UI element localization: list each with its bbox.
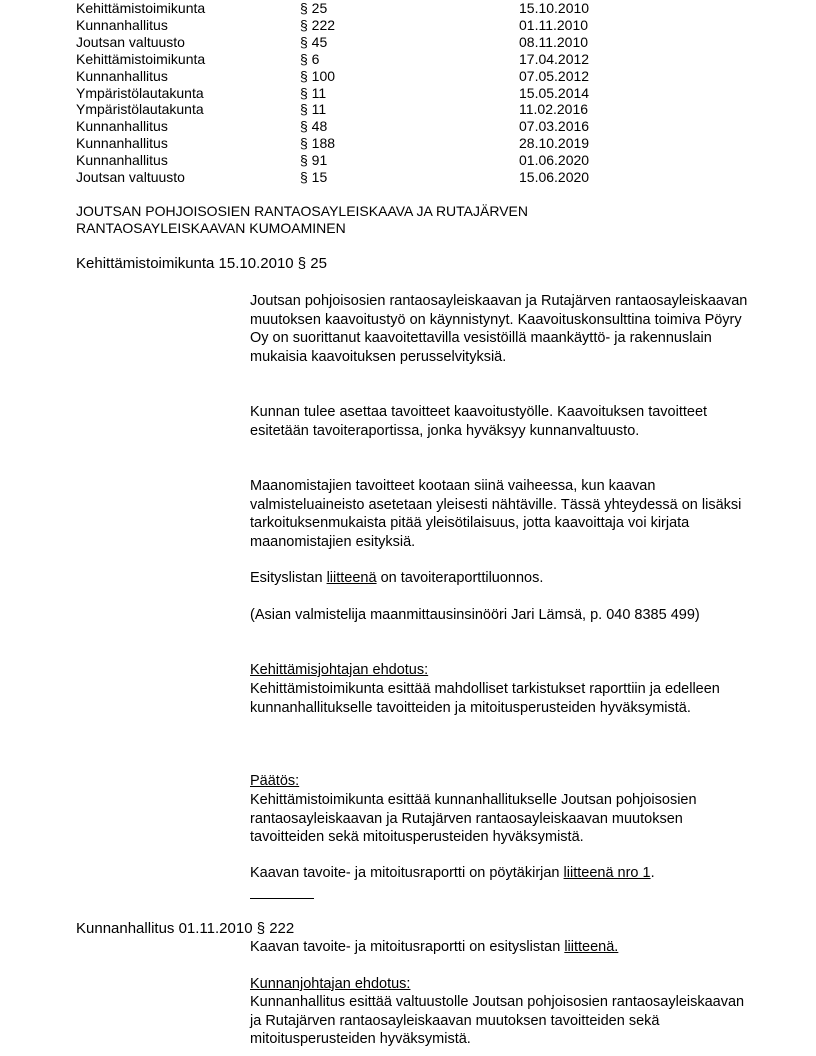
paragraph-attachment [250,569,750,588]
paragraph-landowners: Maanomistajien tavoitteet kootaan siinä vaiheessa, kun kaavan valmisteluaineisto asetetaan yleisesti nähtäville. Tässä yhteydessä on lisäksi tarkoituksenmukaista pitää yleisötilaisuus, jotta kaavoittaja voi kirjata maanomistajien esityksiä. [250,478,742,550]
paragraph-preparer: (Asian valmistelija maanmittausinsinööri Jari Lämsä, p. 040 8385 499) [250,607,700,623]
section-divider [250,898,314,899]
history-body: Kunnanhallitus [76,68,168,84]
proposal-text: Kehittämistoimikunta esittää mahdolliset tarkistukset raporttiin ja edelleen kunnanhallitukselle tavoitteiden ja mitoitusperusteiden hyväksymistä. [250,681,720,716]
history-paragraph: § 48 [300,118,328,134]
report-text-before: Kaavan tavoite- ja mitoitusraportti on pöytäkirjan [250,865,564,881]
history-date: 15.06.2020 [519,169,590,185]
history-date: 01.11.2010 [519,17,589,33]
paragraph-intro: Joutsan pohjoisosien rantaosayleiskaavan ja Rutajärven rantaosayleiskaavan muutoksen kaavoitustyö on käynnistynyt. Kaavoituskonsulttina toimiva Pöyry Oy on suorittanut kaavoitettavilla vesistöillä maankäyttö- ja rakennuslain mukaisia kaavoituksen perusselvityksiä. [250,293,748,365]
decision-text: Kehittämistoimikunta esittää kunnanhallitukselle Joutsan pohjoisosien rantaosayleiskaavan ja Rutajärven rantaosayleiskaavan muutoksen tavoitteiden sekä mitoitusperusteiden hyväksymistä. [250,792,697,845]
history-paragraph: § 6 [300,51,320,67]
history-paragraph: § 25 [300,0,328,16]
history-row [76,101,616,118]
history-paragraph: § 91 [300,152,328,168]
section-heading-kehittamistoimikunta: Kehittämistoimikunta 15.10.2010 § 25 [76,255,327,272]
history-body: Kunnanhallitus [76,135,168,151]
history-paragraph: § 188 [300,135,336,151]
agenda-attachment-link[interactable]: liitteenä. [564,939,619,955]
history-date: 11.02.2016 [519,101,589,117]
history-body: Joutsan valtuusto [76,34,185,50]
history-row [76,135,616,152]
history-row [76,85,616,102]
document-title-line1: JOUTSAN POHJOISOSIEN RANTAOSAYLEISKAAVA JA RUTAJÄRVEN [76,203,528,219]
history-row [76,152,616,169]
report-agenda-text: Kaavan tavoite- ja mitoitusraportti on esityslistan [250,939,565,955]
history-paragraph: § 45 [300,34,328,50]
proposal-label: Kehittämisjohtajan ehdotus: [250,662,429,678]
paragraph-report-attachment [250,864,750,883]
history-date: 01.06.2020 [519,152,590,168]
mayor-proposal-text: Kunnanhallitus esittää valtuustolle Joutsan pohjoisosien rantaosayleiskaavan ja Rutajärven rantaosayleiskaavan muutoksen tavoitteiden sekä mitoitusperusteiden hyväksymistä. [250,994,745,1047]
history-row [76,0,616,17]
history-paragraph: § 222 [300,17,336,33]
history-body: Ympäristölautakunta [76,101,204,117]
paragraph-goals: Kunnan tulee asettaa tavoitteet kaavoitustyölle. Kaavoituksen tavoitteet esitetään tavoiteraportissa, jonka hyväksyy kunnanvaltuusto. [250,404,708,439]
history-date: 17.04.2012 [519,51,590,67]
history-body: Kunnanhallitus [76,17,168,33]
history-body: Kehittämistoimikunta [76,51,206,67]
report-attachment-link[interactable]: liitteenä nro 1 [563,865,651,881]
attachment-text-before: Esityslistan [250,570,327,586]
paragraph-report-on-agenda [250,938,750,957]
history-date: 15.05.2014 [519,85,590,101]
history-row [76,118,616,135]
section-heading-kunnanhallitus: Kunnanhallitus 01.11.2010 § 222 [76,920,295,937]
history-row [76,68,616,85]
history-body: Kunnanhallitus [76,118,168,134]
history-paragraph: § 15 [300,169,328,185]
report-text-after: . [650,865,655,881]
history-date: 08.11.2010 [519,34,589,50]
history-row [76,17,616,34]
history-row [76,34,616,51]
history-paragraph: § 11 [300,85,327,101]
history-body: Ympäristölautakunta [76,85,204,101]
history-date: 07.03.2016 [519,118,590,134]
history-paragraph: § 100 [300,68,336,84]
document-title-line2: RANTAOSAYLEISKAAVAN KUMOAMINEN [76,220,346,236]
history-date: 28.10.2019 [519,135,590,151]
attachment-text-after: on tavoiteraporttiluonnos. [376,570,544,586]
decision-label: Päätös: [250,773,300,789]
history-date: 07.05.2012 [519,68,590,84]
history-row [76,51,616,68]
history-body: Kunnanhallitus [76,152,168,168]
attachment-link[interactable]: liitteenä [326,570,377,586]
mayor-proposal-label: Kunnanjohtajan ehdotus: [250,976,411,992]
history-body: Joutsan valtuusto [76,169,185,185]
history-date: 15.10.2010 [519,0,590,16]
history-row [76,169,616,186]
history-paragraph: § 11 [300,101,327,117]
history-body: Kehittämistoimikunta [76,0,206,16]
